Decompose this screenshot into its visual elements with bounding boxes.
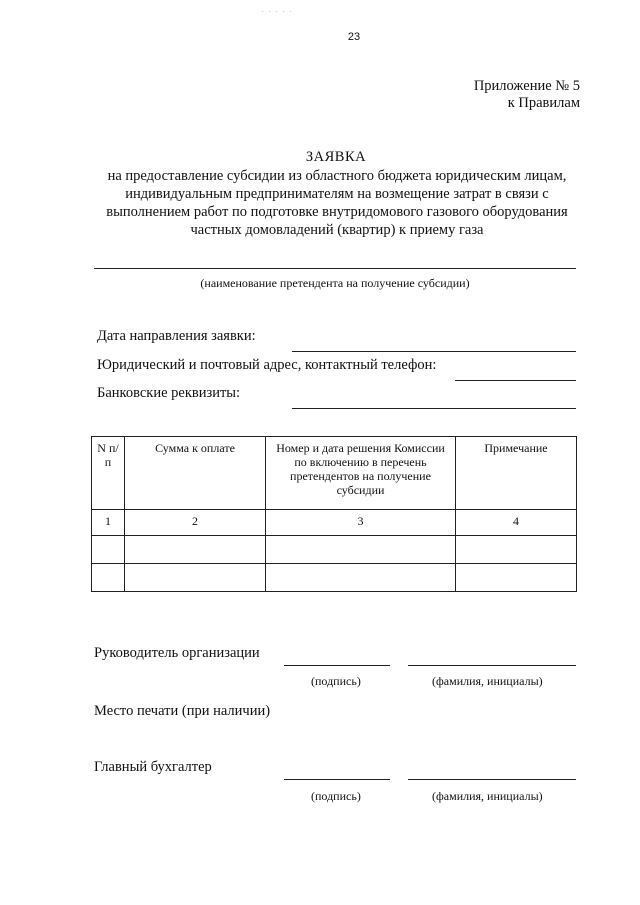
accountant-name-caption: (фамилия, инициалы) [432, 789, 543, 803]
applicant-name-caption: (наименование претендента на получение субсидии) [200, 276, 470, 290]
date-line [292, 351, 576, 352]
head-name-caption: (фамилия, инициалы) [432, 674, 543, 688]
head-signature-caption: (подпись) [311, 674, 361, 688]
table-cell [92, 536, 125, 564]
table-cell: 1 [92, 510, 125, 536]
table-row [92, 564, 577, 592]
accountant-label: Главный бухгалтер [94, 759, 212, 775]
table-cell [456, 536, 577, 564]
scan-speck: . . . . . [262, 8, 294, 14]
annex-reference [474, 78, 580, 112]
document-subtitle: на предоставление субсидии из областного бюджета юридическим лицам, индивидуальным предпринимателям на возмещение затрат в связи с выполнением работ по подготовке внутридомового газового оборудования частных домовладений (квартир) к приему газа [106, 168, 568, 238]
page-number: 23 [347, 31, 361, 43]
bank-details-line [292, 408, 576, 409]
table-cell [456, 564, 577, 592]
table-numbering-row [92, 510, 577, 536]
table-cell: 4 [456, 510, 577, 536]
table-cell [125, 564, 266, 592]
annex-rules: к Правилам [507, 95, 580, 111]
document-title: ЗАЯВКА [305, 149, 367, 165]
head-label: Руководитель организации [94, 645, 260, 661]
annex-number: Приложение № 5 [473, 78, 580, 94]
table-cell [92, 564, 125, 592]
header-decision: Номер и дата решения Комиссии по включению в перечень претендентов на получение субсидии [266, 437, 456, 510]
table-cell [266, 564, 456, 592]
applicant-name-line [94, 268, 576, 269]
table-cell: 2 [125, 510, 266, 536]
date-label: Дата направления заявки: [97, 328, 256, 344]
accountant-name-line [408, 779, 576, 780]
head-signature-line [284, 665, 390, 666]
accountant-signature-line [284, 779, 390, 780]
table-cell: 3 [266, 510, 456, 536]
header-amount: Сумма к оплате [125, 437, 266, 510]
bank-details-label: Банковские реквизиты: [97, 385, 241, 401]
header-note: Примечание [456, 437, 577, 510]
header-number: N п/п [92, 437, 125, 510]
accountant-signature-caption: (подпись) [311, 789, 361, 803]
address-label: Юридический и почтовый адрес, контактный телефон: [97, 357, 437, 373]
table-row [92, 536, 577, 564]
address-line [455, 380, 576, 381]
subsidy-table [91, 436, 577, 592]
head-name-line [408, 665, 576, 666]
table-cell [266, 536, 456, 564]
table-header-row [92, 437, 577, 510]
stamp-label: Место печати (при наличии) [94, 703, 271, 719]
table-cell [125, 536, 266, 564]
